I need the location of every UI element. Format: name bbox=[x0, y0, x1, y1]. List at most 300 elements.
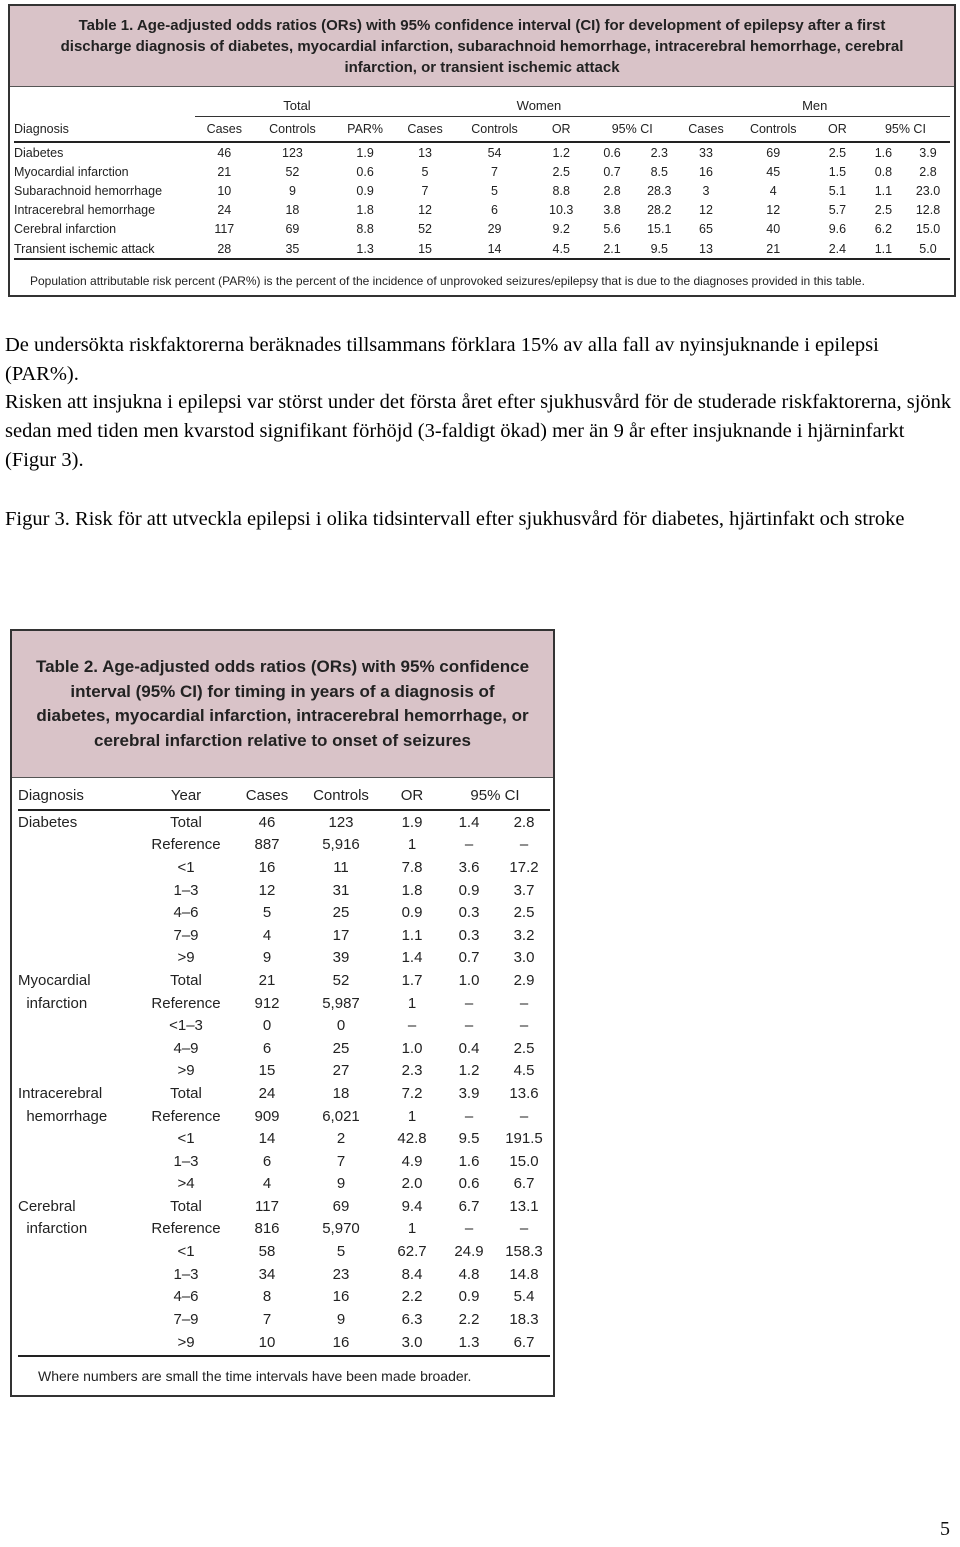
table-cell: 29 bbox=[487, 222, 502, 237]
table-cell: 3 bbox=[702, 183, 710, 198]
table-cell: 46 bbox=[258, 813, 276, 831]
table-cell: 0.6 bbox=[603, 145, 621, 160]
table-cell: 15.1 bbox=[647, 222, 672, 237]
table-cell: 16 bbox=[699, 164, 713, 179]
table-cell: 54 bbox=[487, 145, 502, 160]
table-2 bbox=[10, 629, 555, 1397]
table-cell: 28.2 bbox=[647, 203, 672, 218]
table-cell: 1 bbox=[407, 1220, 417, 1238]
table-cell: 16 bbox=[332, 1288, 350, 1306]
table-cell: 13.1 bbox=[509, 1197, 539, 1215]
row-label: Diabetes bbox=[18, 813, 78, 831]
table-cell: 1.7 bbox=[401, 971, 423, 989]
row-label bbox=[18, 901, 136, 924]
table-cell: 1–3 bbox=[173, 1265, 199, 1283]
table-cell: – bbox=[519, 1017, 529, 1035]
table-cell: 2.5 bbox=[513, 1039, 535, 1057]
table-cell: 5 bbox=[336, 1243, 346, 1261]
table-cell: 1.6 bbox=[458, 1152, 480, 1170]
row-label: hemorrhage bbox=[18, 1107, 108, 1125]
table-cell: 117 bbox=[214, 222, 235, 237]
table-cell: 0.7 bbox=[603, 164, 621, 179]
page-number: 5 bbox=[940, 1518, 950, 1540]
table-row bbox=[18, 947, 550, 970]
table-cell: 2.5 bbox=[874, 203, 893, 218]
table-cell: 3.0 bbox=[513, 949, 535, 967]
row-label: Intracerebral hemorrhage bbox=[14, 203, 156, 218]
table-cell: 0.3 bbox=[458, 904, 480, 922]
table-cell: 8.4 bbox=[401, 1265, 423, 1283]
table-cell: 24 bbox=[258, 1084, 276, 1102]
table-cell: <1 bbox=[177, 1243, 195, 1261]
table-cell: 10 bbox=[236, 1331, 298, 1356]
table-cell: 7–9 bbox=[173, 1310, 199, 1328]
table-1-header bbox=[10, 6, 954, 87]
table-cell: 25 bbox=[332, 1039, 350, 1057]
table-cell: 6 bbox=[262, 1152, 272, 1170]
row-label bbox=[18, 947, 136, 970]
table-cell: 4 bbox=[262, 926, 272, 944]
table-row bbox=[14, 181, 950, 200]
table-cell: 1.0 bbox=[458, 971, 480, 989]
table-cell: 0.9 bbox=[458, 881, 480, 899]
table-cell: 10 bbox=[217, 183, 232, 198]
table-cell: 15.0 bbox=[509, 1152, 539, 1170]
table-cell: 6.2 bbox=[874, 222, 893, 237]
table-1 bbox=[8, 4, 956, 297]
table-1-column-header: PAR% bbox=[332, 117, 399, 143]
table-cell: 39 bbox=[332, 949, 350, 967]
table-2-column-header-row bbox=[18, 781, 550, 810]
table-cell: 4.9 bbox=[401, 1152, 423, 1170]
table-cell: 6.7 bbox=[458, 1197, 480, 1215]
table-1-group-header: Women bbox=[398, 94, 679, 117]
table-row bbox=[18, 1218, 550, 1241]
table-cell: 13 bbox=[679, 239, 732, 259]
table-cell: >9 bbox=[177, 1062, 195, 1080]
table-cell: Total bbox=[170, 971, 202, 989]
table-cell: 6.7 bbox=[513, 1175, 535, 1193]
table-cell: – bbox=[464, 1220, 474, 1238]
table-cell: 21 bbox=[217, 164, 232, 179]
row-label bbox=[18, 1263, 136, 1286]
table-row bbox=[18, 879, 550, 902]
row-label bbox=[18, 1060, 136, 1083]
table-cell: 887 bbox=[254, 836, 280, 854]
table-cell: – bbox=[407, 1017, 417, 1035]
table-cell: 7 bbox=[491, 164, 498, 179]
row-label bbox=[18, 856, 136, 879]
table-cell: 1.6 bbox=[874, 145, 893, 160]
table-cell: 52 bbox=[285, 164, 300, 179]
table-cell: 2.3 bbox=[401, 1062, 423, 1080]
row-label bbox=[18, 1014, 136, 1037]
table-cell: 5.6 bbox=[603, 222, 621, 237]
table-cell: 5,987 bbox=[322, 994, 360, 1012]
table-cell: 23 bbox=[332, 1265, 350, 1283]
table-cell: 0.3 bbox=[458, 926, 480, 944]
table-cell: 12 bbox=[699, 203, 713, 218]
table-cell: <1–3 bbox=[169, 1017, 203, 1035]
table-cell: 18.3 bbox=[509, 1310, 539, 1328]
row-label bbox=[18, 1173, 136, 1196]
table-row bbox=[18, 1308, 550, 1331]
row-label: Myocardial bbox=[18, 971, 91, 989]
table-cell: 5.7 bbox=[828, 203, 847, 218]
table-cell: 4.5 bbox=[513, 1062, 535, 1080]
table-row bbox=[18, 1150, 550, 1173]
table-2-column-header: 95% CI bbox=[440, 781, 550, 810]
table-row bbox=[18, 992, 550, 1015]
table-cell: 1 bbox=[407, 836, 417, 854]
table-row bbox=[18, 834, 550, 857]
table-cell: 12 bbox=[418, 203, 432, 218]
table-cell: Reference bbox=[151, 1107, 221, 1125]
paragraph-2: Risken att insjukna i epilepsi var störst under det första året efter sjukhusvård för de studerade riskfaktorerna, sjönk sedan med tiden men kvarstod signifikant förhöjd (3-faldigt ökad) mer än 9 år efter insjuknande i hjärninfarkt (Figur 3). bbox=[5, 391, 952, 471]
table-cell: 14.8 bbox=[509, 1265, 539, 1283]
table-1-column-header: Controls bbox=[452, 117, 538, 143]
table-cell: 4 bbox=[262, 1175, 272, 1193]
table-1-column-header: Controls bbox=[733, 117, 814, 143]
table-cell: 8.5 bbox=[650, 164, 668, 179]
row-label: Myocardial infarction bbox=[14, 164, 129, 179]
table-cell: 2.9 bbox=[513, 971, 535, 989]
table-cell: 13 bbox=[418, 145, 432, 160]
table-cell: 14 bbox=[258, 1130, 276, 1148]
table-2-title: Table 2. Age-adjusted odds ratios (ORs) with 95% confidence interval (95% CI) for timing in years of a diagnosis of diabetes, myocardial infarction, intracerebral hemorrhage, or cerebral infarction relative to onset of seizures bbox=[35, 657, 530, 750]
table-cell: >9 bbox=[136, 1331, 236, 1356]
table-cell: – bbox=[464, 994, 474, 1012]
table-1-group-row bbox=[14, 94, 950, 117]
table-cell: 4–6 bbox=[173, 904, 199, 922]
table-cell: 0.6 bbox=[458, 1175, 480, 1193]
table-cell: 62.7 bbox=[397, 1243, 427, 1261]
table-cell: 7–9 bbox=[173, 926, 199, 944]
table-cell: 6.7 bbox=[498, 1331, 550, 1356]
row-label bbox=[18, 1331, 136, 1356]
table-2-column-header: OR bbox=[384, 781, 440, 810]
table-cell: 0.9 bbox=[401, 904, 423, 922]
table-cell: <1 bbox=[177, 858, 195, 876]
table-cell: 7.2 bbox=[401, 1084, 423, 1102]
table-cell: 8.8 bbox=[552, 183, 570, 198]
table-cell: 52 bbox=[332, 971, 350, 989]
figure-caption: Figur 3. Risk för att utveckla epilepsi i olika tidsintervall efter sjukhusvård för diabetes, hjärtinfakt och stroke bbox=[5, 508, 905, 530]
table-cell: 40 bbox=[766, 222, 781, 237]
table-cell: <1 bbox=[177, 1130, 195, 1148]
table-cell: 816 bbox=[254, 1220, 280, 1238]
table-2-column-header: Controls bbox=[298, 781, 384, 810]
table-cell: Reference bbox=[151, 994, 221, 1012]
table-cell: 16 bbox=[258, 858, 276, 876]
table-cell: – bbox=[519, 1220, 529, 1238]
table-cell: 34 bbox=[258, 1265, 276, 1283]
table-cell: 2 bbox=[336, 1130, 346, 1148]
table-cell: Reference bbox=[151, 836, 221, 854]
table-cell: 4–9 bbox=[173, 1039, 199, 1057]
table-row bbox=[18, 1082, 550, 1105]
row-label bbox=[18, 834, 136, 857]
table-cell: 14 bbox=[452, 239, 538, 259]
table-2-column-header: Diagnosis bbox=[18, 781, 136, 810]
table-cell: 2.2 bbox=[401, 1288, 423, 1306]
paragraph-1: De undersökta riskfaktorerna beräknades tillsammans förklara 15% av alla fall av nyinsjuknande i epilepsi (PAR%). bbox=[5, 334, 879, 385]
table-row bbox=[18, 1195, 550, 1218]
table-cell: 6,021 bbox=[322, 1107, 360, 1125]
table-1-group-spacer bbox=[14, 94, 195, 117]
table-row bbox=[14, 239, 950, 259]
table-cell: 123 bbox=[282, 145, 303, 160]
table-row bbox=[18, 856, 550, 879]
table-cell: 5,916 bbox=[322, 836, 360, 854]
table-cell: 7 bbox=[336, 1152, 346, 1170]
table-1-column-header: Cases bbox=[195, 117, 253, 143]
table-row bbox=[18, 1105, 550, 1128]
table-cell: 1.2 bbox=[458, 1062, 480, 1080]
table-2-grid bbox=[18, 781, 550, 1357]
table-cell: 46 bbox=[217, 145, 232, 160]
table-cell: 15 bbox=[398, 239, 451, 259]
table-row bbox=[18, 1037, 550, 1060]
table-cell: 69 bbox=[332, 1197, 350, 1215]
table-cell: 0.8 bbox=[874, 164, 893, 179]
row-label: Cerebral infarction bbox=[14, 222, 117, 237]
row-label: infarction bbox=[18, 994, 88, 1012]
table-cell: 2.5 bbox=[828, 145, 847, 160]
table-2-header bbox=[12, 631, 553, 778]
row-label bbox=[18, 1308, 136, 1331]
table-cell: 0.7 bbox=[458, 949, 480, 967]
table-1-column-header: OR bbox=[814, 117, 861, 143]
table-cell: – bbox=[519, 1107, 529, 1125]
table-cell: 7.8 bbox=[401, 858, 423, 876]
table-1-column-header: 95% CI bbox=[585, 117, 679, 143]
table-cell: 158.3 bbox=[505, 1243, 543, 1261]
row-label bbox=[18, 1037, 136, 1060]
table-cell: 1 bbox=[407, 1107, 417, 1125]
table-cell: 23.0 bbox=[915, 183, 941, 198]
table-cell: 15.0 bbox=[915, 222, 941, 237]
table-cell: 18 bbox=[285, 203, 300, 218]
table-cell: Reference bbox=[151, 1220, 221, 1238]
table-cell: 9 bbox=[336, 1175, 346, 1193]
table-row bbox=[18, 810, 550, 834]
table-cell: 3.9 bbox=[458, 1084, 480, 1102]
table-cell: 9.2 bbox=[552, 222, 570, 237]
table-cell: 3.8 bbox=[603, 203, 621, 218]
table-cell: 0 bbox=[262, 1017, 272, 1035]
table-cell: 2.5 bbox=[513, 904, 535, 922]
table-cell: 8.8 bbox=[356, 222, 374, 237]
table-cell: 1.3 bbox=[440, 1331, 498, 1356]
table-cell: 1–3 bbox=[173, 1152, 199, 1170]
table-cell: 12 bbox=[258, 881, 276, 899]
table-cell: 0.6 bbox=[356, 164, 374, 179]
row-label bbox=[18, 1285, 136, 1308]
table-cell: 0.9 bbox=[458, 1288, 480, 1306]
table-cell: 1.1 bbox=[401, 926, 423, 944]
row-label: Transient ischemic attack bbox=[14, 239, 195, 259]
table-cell: 33 bbox=[699, 145, 713, 160]
row-label: infarction bbox=[18, 1220, 88, 1238]
table-1-title: Table 1. Age-adjusted odds ratios (ORs) with 95% confidence interval (CI) for development of epilepsy after a first discharge diagnosis of diabetes, myocardial infarction, subarachnoid hemorrhage, intracerebral hemorrhage, cerebral infarction, or transient ischemic attack bbox=[60, 16, 904, 76]
row-label: Intracerebral bbox=[18, 1084, 103, 1102]
table-cell: – bbox=[464, 1107, 474, 1125]
table-cell: 1.4 bbox=[401, 949, 423, 967]
table-cell: 4 bbox=[769, 183, 777, 198]
table-cell: 1.4 bbox=[458, 813, 480, 831]
table-cell: 2.8 bbox=[919, 164, 937, 179]
table-cell: 123 bbox=[328, 813, 354, 831]
table-cell: 28 bbox=[195, 239, 253, 259]
table-cell: 21 bbox=[258, 971, 276, 989]
table-cell: – bbox=[519, 836, 529, 854]
table-cell: 2.4 bbox=[814, 239, 861, 259]
table-cell: 5,970 bbox=[322, 1220, 360, 1238]
table-cell: 9.4 bbox=[401, 1197, 423, 1215]
table-cell: 24.9 bbox=[454, 1243, 484, 1261]
table-1-group-header: Men bbox=[679, 94, 950, 117]
table-1-column-header-row bbox=[14, 117, 950, 143]
table-cell: 7 bbox=[421, 183, 429, 198]
table-2-column-header: Cases bbox=[236, 781, 298, 810]
table-row bbox=[18, 1285, 550, 1308]
table-row bbox=[18, 1060, 550, 1083]
table-cell: 1.8 bbox=[356, 203, 374, 218]
table-cell: 2.5 bbox=[552, 164, 570, 179]
table-row bbox=[14, 162, 950, 181]
table-1-column-header: Cases bbox=[398, 117, 451, 143]
table-row bbox=[18, 1127, 550, 1150]
table-cell: 6.3 bbox=[401, 1310, 423, 1328]
table-cell: 12 bbox=[766, 203, 781, 218]
table-row bbox=[18, 969, 550, 992]
table-cell: 12.8 bbox=[915, 203, 941, 218]
table-cell: 5 bbox=[491, 183, 498, 198]
table-cell: 1.1 bbox=[874, 183, 893, 198]
row-label bbox=[18, 1127, 136, 1150]
table-cell: Total bbox=[170, 1197, 202, 1215]
table-cell: 42.8 bbox=[397, 1130, 427, 1148]
table-1-column-header: Diagnosis bbox=[14, 117, 195, 143]
row-label bbox=[18, 924, 136, 947]
table-cell: 28.3 bbox=[647, 183, 672, 198]
table-cell: 3.7 bbox=[513, 881, 535, 899]
table-cell: 13.6 bbox=[509, 1084, 539, 1102]
table-cell: 31 bbox=[332, 881, 350, 899]
table-cell: 1 bbox=[407, 994, 417, 1012]
table-cell: 17.2 bbox=[509, 858, 539, 876]
table-cell: 1.2 bbox=[552, 145, 570, 160]
table-cell: 117 bbox=[255, 1197, 279, 1215]
table-2-column-header: Year bbox=[136, 781, 236, 810]
table-cell: 0.4 bbox=[458, 1039, 480, 1057]
table-cell: 5 bbox=[262, 904, 272, 922]
table-cell: 1.0 bbox=[401, 1039, 423, 1057]
table-row bbox=[18, 1263, 550, 1286]
table-1-column-header: Cases bbox=[679, 117, 732, 143]
table-cell: 1–3 bbox=[173, 881, 199, 899]
table-cell: 9.5 bbox=[458, 1130, 480, 1148]
table-1-group-header: Total bbox=[195, 94, 398, 117]
table-cell: – bbox=[519, 994, 529, 1012]
table-row bbox=[14, 142, 950, 162]
table-cell: 1.5 bbox=[828, 164, 847, 179]
table-cell: 58 bbox=[258, 1243, 276, 1261]
table-cell: 16 bbox=[298, 1331, 384, 1356]
table-cell: 4–6 bbox=[173, 1288, 199, 1306]
table-cell: 10.3 bbox=[549, 203, 574, 218]
table-cell: 9.6 bbox=[828, 222, 847, 237]
table-cell: 0 bbox=[336, 1017, 346, 1035]
table-cell: >4 bbox=[177, 1175, 195, 1193]
table-cell: 0.9 bbox=[356, 183, 374, 198]
table-1-grid bbox=[14, 94, 950, 260]
table-cell: – bbox=[464, 836, 474, 854]
table-row bbox=[18, 1014, 550, 1037]
table-cell: 15 bbox=[258, 1062, 276, 1080]
table-1-footnote: Population attributable risk percent (PAR%) is the percent of the incidence of unprovoked seizures/epilepsy that is due to the diagnoses provided in this table. bbox=[30, 274, 865, 288]
table-cell: 69 bbox=[285, 222, 300, 237]
table-cell: Total bbox=[170, 813, 202, 831]
row-label bbox=[18, 1240, 136, 1263]
table-cell: 45 bbox=[766, 164, 781, 179]
table-cell: 6 bbox=[491, 203, 498, 218]
table-cell: 4.8 bbox=[458, 1265, 480, 1283]
table-cell: 2.1 bbox=[585, 239, 639, 259]
table-cell: 9.5 bbox=[639, 239, 679, 259]
table-cell: 2.0 bbox=[401, 1175, 423, 1193]
table-cell: 5.4 bbox=[513, 1288, 535, 1306]
table-cell: 21 bbox=[733, 239, 814, 259]
table-cell: 8 bbox=[262, 1288, 272, 1306]
table-cell: 3.6 bbox=[458, 858, 480, 876]
table-row bbox=[18, 901, 550, 924]
table-cell: 2.8 bbox=[513, 813, 535, 831]
table-cell: 65 bbox=[699, 222, 713, 237]
table-cell: 9 bbox=[262, 949, 272, 967]
table-cell: Total bbox=[170, 1084, 202, 1102]
table-cell: 2.3 bbox=[650, 145, 668, 160]
row-label: Subarachnoid hemorrhage bbox=[14, 183, 163, 198]
table-cell: 5.0 bbox=[906, 239, 950, 259]
table-cell: 5 bbox=[421, 164, 429, 179]
table-cell: 3.0 bbox=[384, 1331, 440, 1356]
table-row bbox=[18, 1173, 550, 1196]
table-row bbox=[14, 201, 950, 220]
table-cell: 1.9 bbox=[401, 813, 423, 831]
table-cell: 191.5 bbox=[505, 1130, 543, 1148]
table-1-column-header: 95% CI bbox=[861, 117, 950, 143]
row-label bbox=[18, 1150, 136, 1173]
table-cell: 18 bbox=[332, 1084, 350, 1102]
table-cell: 4.5 bbox=[537, 239, 585, 259]
table-cell: >9 bbox=[177, 949, 195, 967]
table-1-column-header: OR bbox=[537, 117, 585, 143]
table-row bbox=[18, 1331, 550, 1356]
table-cell: 1.1 bbox=[861, 239, 906, 259]
table-cell: 909 bbox=[254, 1107, 280, 1125]
table-cell: 2.8 bbox=[603, 183, 621, 198]
table-cell: 17 bbox=[332, 926, 350, 944]
table-row bbox=[14, 220, 950, 239]
table-cell: 6 bbox=[262, 1039, 272, 1057]
table-cell: 7 bbox=[262, 1310, 272, 1328]
table-cell: 11 bbox=[333, 858, 349, 876]
table-cell: 3.2 bbox=[513, 926, 535, 944]
table-cell: 69 bbox=[766, 145, 781, 160]
row-label: Cerebral bbox=[18, 1197, 76, 1215]
